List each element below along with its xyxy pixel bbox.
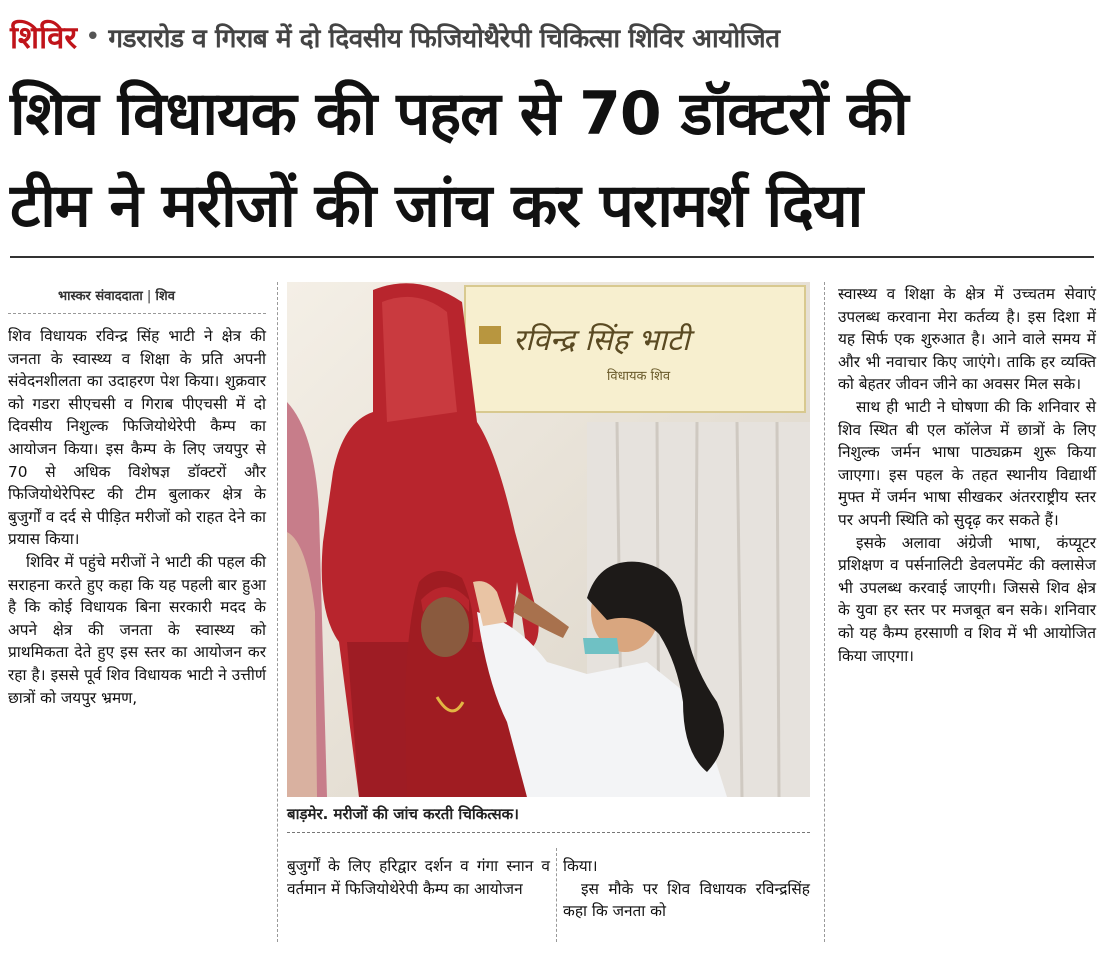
kicker-text: गडरारोड व गिराब में दो दिवसीय फिजियोथैरेपी चिकित्सा शिविर आयोजित: [108, 24, 780, 54]
banner-title: विधायक शिव: [607, 369, 671, 384]
byline-place: शिव: [155, 289, 175, 304]
article-column-left: [8, 325, 266, 709]
byline-reporter: भास्कर संवाददाता: [58, 289, 143, 304]
headline-rule: [10, 256, 1094, 258]
article-paragraph: इस मौके पर शिव विधायक रविन्द्रसिंह कहा कि जनता को: [563, 879, 810, 921]
article-paragraph: स्वास्थ्य व शिक्षा के क्षेत्र में उच्चतम सेवाएं उपलब्ध करवाना मेरा कर्तव्य है। इस दिशा में यह सिर्फ एक शुरुआत है। आने वाले समय में और भी नवाचार किए जाएंगे। ताकि हर व्यक्ति को बेहतर जीवन जीने का अवसर मिल सके।: [838, 285, 1096, 394]
kicker-tag: शिविर: [10, 20, 78, 56]
article-column-bottom-a: [287, 855, 550, 900]
article-column-bottom-b: [563, 855, 810, 923]
photo-banner: [465, 286, 805, 412]
photo-caption: बाड़मेर. मरीजों की जांच करती चिकित्सक।: [287, 800, 810, 828]
byline: [58, 286, 175, 304]
column-divider: [824, 282, 825, 942]
column-divider: [556, 848, 557, 942]
column-divider: [277, 282, 278, 942]
kicker-bullet: •: [85, 22, 101, 52]
byline-rule: [8, 313, 266, 314]
banner-name: रविन्द्र सिंह भाटी: [513, 323, 690, 358]
photo-illustration: [287, 282, 810, 797]
news-photo: [287, 282, 810, 797]
headline-line-1: शिव विधायक की पहल से 70 डॉक्टरों की: [10, 79, 908, 149]
article-paragraph: किया।: [563, 857, 598, 875]
article-paragraph: शिव विधायक रविन्द्र सिंह भाटी ने क्षेत्र की जनता के स्वास्थ्य व शिक्षा के प्रति अपनी संवेदनशीलता का उदाहरण पेश किया। शुक्रवार को गडरा सीएचसी व गिराब पीएचसी में दो दिवसीय निशुल्क फिजियोथेरेपी कैम्प का आयोजन किया। इस कैम्प के लिए जयपुर से 70 से अधिक विशेषज्ञ डॉक्टरों और फिजियोथेरेपिस्ट की टीम बुलाकर क्षेत्र के बुजुर्गों व दर्द से पीड़ित मरीजों को राहत देने का प्रयास किया।: [8, 327, 266, 549]
article-paragraph: बुजुर्गों के लिए हरिद्वार दर्शन व गंगा स्नान व वर्तमान में फिजियोथेरेपी कैम्प का आयोजन: [287, 857, 550, 898]
article-paragraph: साथ ही भाटी ने घोषणा की कि शनिवार से शिव स्थित बी एल कॉलेज में छात्रों के लिए निशुल्क जर्मन भाषा पाठ्यक्रम शुरू किया जाएगा। इस पहल के तहत स्थानीय विद्यार्थी मुफ्त में जर्मन भाषा सीखकर अंतरराष्ट्रीय स्तर पर अपनी स्थिति को सुदृढ़ कर सकते हैं।: [838, 397, 1096, 529]
article-column-right: [838, 283, 1096, 667]
headline-line-2: टीम ने मरीजों की जांच कर परामर्श दिया: [10, 171, 863, 241]
article-paragraph: शिविर में पहुंचे मरीजों ने भाटी की पहल की सराहना करते हुए कहा कि यह पहली बार हुआ है कि कोई विधायक बिना सरकारी मदद के अपने क्षेत्र की जनता के स्वास्थ्य को प्राथमिकता देते हुए इस स्तर का आयोजन कर रहा है। इससे पूर्व शिव विधायक भाटी ने उत्तीर्ण छात्रों को जयपुर भ्रमण,: [8, 552, 266, 707]
byline-separator: |: [146, 289, 152, 304]
kicker-line: [10, 14, 1098, 60]
caption-rule: [287, 832, 810, 833]
article-paragraph: इसके अलावा अंग्रेजी भाषा, कंप्यूटर प्रशिक्षण व पर्सनालिटी डेवलपमेंट की क्लासेज भी उपलब्ध करवाई जाएगी। जिससे शिव क्षेत्र के युवा हर स्तर पर मजबूत बन सके। शनिवार को यह कैम्प हरसाणी व शिव में भी आयोजित किया जाएगा।: [838, 533, 1096, 665]
